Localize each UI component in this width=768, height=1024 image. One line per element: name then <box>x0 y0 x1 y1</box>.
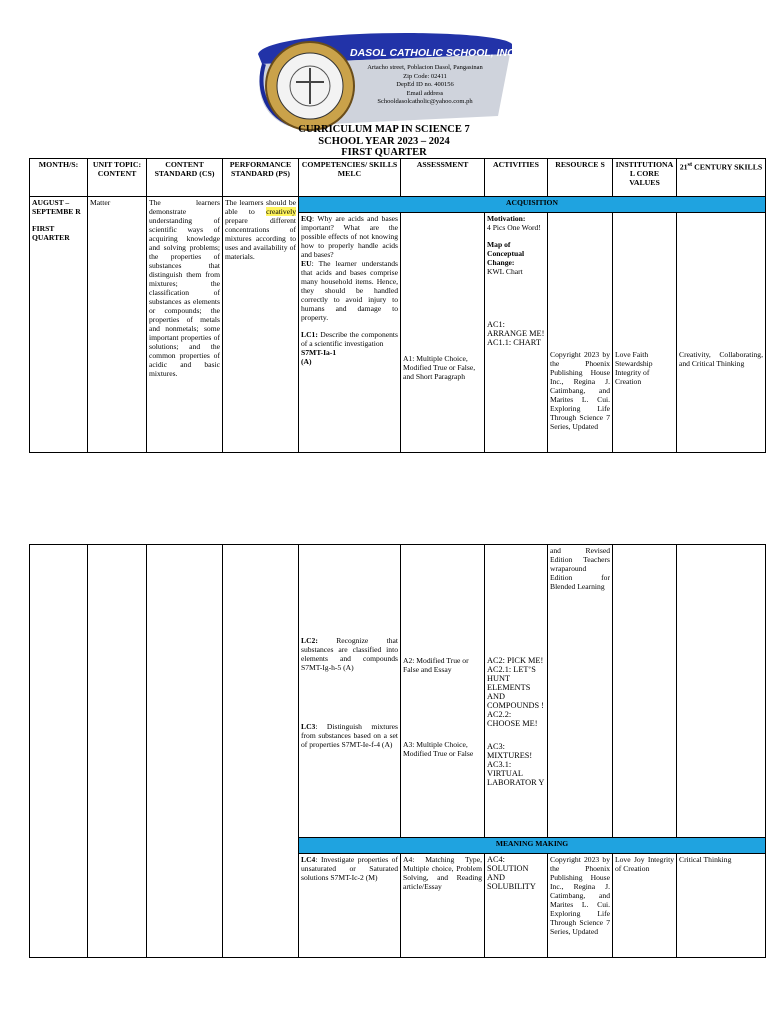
motivation-label: Motivation: <box>487 214 526 223</box>
lc2-text: Recognize that substances are classified into elements and compounds S7MT-Ig-h-5 (A) <box>301 636 398 672</box>
cell-core-values: Love Joy Integrity of Creation <box>613 854 677 958</box>
acquisition-band: ACQUISITION <box>299 197 766 213</box>
ac1-text: AC1: ARRANGE ME! <box>487 320 545 338</box>
school-email-label: Email address <box>406 89 444 97</box>
cell-resources: Copyright 2023 by the Phoenix Publishing House Inc., Regina J. Catimbang, and Marites L. Cui. Exploring Life Through Science 7 Series, Updated <box>548 854 613 958</box>
header-content-standard: CONTENT STANDARD (CS) <box>147 159 223 197</box>
a2-text: A2: Modified True or False and Essay <box>403 656 469 674</box>
month-text: AUGUST – SEPTEMBE R <box>32 198 81 216</box>
cell-assessment <box>401 545 485 838</box>
cell-activities <box>485 213 548 453</box>
curriculum-title: CURRICULUM MAP IN SCIENCE 7 <box>298 124 470 135</box>
eq-text: : Why are acids and bases important? What are the possible effects of not knowing how to properly handle acids and bases? <box>301 214 398 259</box>
ac3-text: AC3: MIXTURES! <box>487 742 533 760</box>
motivation-text: 4 Pics One Word! <box>487 223 541 232</box>
cell-core-values <box>613 213 677 453</box>
lc1-label: LC1: <box>301 330 318 339</box>
table-row <box>30 545 766 838</box>
header-month: MONTH/S: <box>30 159 88 197</box>
eu-text: : The learner understands that acids and bases comprise many household items. Hence, they should be handled correctly to avoid injury to humans and damage to property. <box>301 259 398 322</box>
lc2-label: LC2: <box>301 636 318 645</box>
map-label: Map of Conceptual Change: <box>487 240 525 267</box>
header-century-num: 21 <box>679 162 688 172</box>
cell-assessment: A4: Matching Type, Multiple choice, Problem Solving, and Reading article/Essay <box>401 854 485 958</box>
a1-text: A1: Multiple Choice, Modified True or False, and Short Paragraph <box>403 354 476 381</box>
curriculum-table-page-1 <box>29 158 766 453</box>
map-text: KWL Chart <box>487 267 523 276</box>
table-row <box>30 197 766 213</box>
cell-activities: AC4: SOLUTION AND SOLUBILITY <box>485 854 548 958</box>
header-century-sup: st <box>687 161 693 168</box>
header-core-values: INSTITUTIONA L CORE VALUES <box>613 159 677 197</box>
ps-highlight: creatively <box>266 207 296 216</box>
cell-activities <box>485 545 548 838</box>
lc3-text: : Distinguish mixtures from substances based on a set of properties S7MT-Ie-f-4 (A) <box>301 722 398 749</box>
cell-century-skills: Critical Thinking <box>677 854 766 958</box>
cell-month <box>30 197 88 453</box>
cell-content-standard: The learners demonstrate understanding of scientific ways of acquiring knowledge and solving problems; the properties of substances that distinguish them from mixtures; the classification of substances as elements or compounds; the properties of metals and nonmetals; some important properties of solutions; and the common properties of acidic and basic mixtures. <box>147 197 223 453</box>
header-row <box>30 159 766 197</box>
eu-label: EU <box>301 259 312 268</box>
skills-text: Creativity, Collaborating, and Critical Thinking <box>679 350 763 368</box>
a3-text: A3: Multiple Choice, Modified True or False <box>403 740 474 758</box>
ac2-2-text: AC2.2: CHOOSE ME! <box>487 710 538 728</box>
ac1-1-text: AC1.1: CHART <box>487 338 541 347</box>
ac3-1-text: AC3.1: VIRTUAL LABORATOR Y <box>487 760 545 787</box>
eq-label: EQ <box>301 214 312 223</box>
cell-competencies <box>299 545 401 838</box>
header-century-skills <box>677 159 766 197</box>
school-deped-id: DepEd ID no. 400156 <box>396 81 454 88</box>
cell-unit-empty <box>88 545 147 958</box>
lc4-text: : Investigate properties of unsaturated or Saturated solutions S7MT-Ic-2 (M) <box>301 855 398 882</box>
school-address: Artacho street, Poblacion Dasol, Pangasinan <box>367 64 483 71</box>
quarter-text: FIRST QUARTER <box>32 224 70 242</box>
header-activities: ACTIVITIES <box>485 159 548 197</box>
cell-content-empty <box>147 545 223 958</box>
cell-resources <box>548 213 613 453</box>
cell-performance-standard <box>223 197 299 453</box>
school-zip: Zip Code: 02411 <box>403 72 447 80</box>
lc4-label: LC4 <box>301 855 316 864</box>
lc1-text: Describe the components of a scientific investigation <box>301 330 398 348</box>
ps-text-after: prepare different concentrations of mixtures according to uses and availability of materials. <box>225 216 296 261</box>
cell-unit: Matter <box>88 197 147 453</box>
school-contact <box>330 64 520 107</box>
resource-text: Copyright 2023 by the Phoenix Publishing House Inc., Regina J. Catimbang, and Marites L. Cui. Exploring Life Through Science 7 Series, Updated <box>550 350 610 431</box>
values-text: Love Faith Stewardship Integrity of Creation <box>615 350 653 386</box>
cell-month-empty <box>30 545 88 958</box>
lc1-code: S7MT-Ia-1 <box>301 348 337 357</box>
lc3-label: LC3 <box>301 722 316 731</box>
school-name: DASOL CATHOLIC SCHOOL, INC. <box>350 47 518 59</box>
cell-performance-empty <box>223 545 299 958</box>
header-competencies: COMPETENCIES/ SKILLS MELC <box>299 159 401 197</box>
lc1-level: (A) <box>301 357 312 366</box>
cell-assessment <box>401 213 485 453</box>
cell-competencies <box>299 213 401 453</box>
cell-competencies <box>299 854 401 958</box>
header-unit: UNIT TOPIC: CONTENT <box>88 159 147 197</box>
ac2-1-text: AC2.1: LET’S HUNT ELEMENTS AND COMPOUNDS ! <box>487 665 544 710</box>
header-century-label: CENTURY SKILLS <box>694 162 763 172</box>
meaning-making-band: MEANING MAKING <box>299 838 766 854</box>
ps-text-before: The learners should be able to <box>225 198 296 216</box>
header-resources: RESOURCE S <box>548 159 613 197</box>
cell-core-values-empty <box>613 545 677 838</box>
curriculum-table-page-2 <box>29 544 766 958</box>
header-assessment: ASSESSMENT <box>401 159 485 197</box>
school-email: Schooldasolcatholic@yahoo.com.ph <box>377 98 473 105</box>
header-performance-standard: PERFORMANCE STANDARD (PS) <box>223 159 299 197</box>
cell-century-skills <box>677 213 766 453</box>
ac2-text: AC2: PICK ME! <box>487 656 544 665</box>
document-header <box>0 0 768 160</box>
cell-century-skills-empty <box>677 545 766 838</box>
school-year: SCHOOL YEAR 2023 – 2024 <box>318 136 450 147</box>
cell-resources: and Revised Edition Teachers wraparound Edition for Blended Learning <box>548 545 613 838</box>
quarter-title: FIRST QUARTER <box>341 147 427 158</box>
